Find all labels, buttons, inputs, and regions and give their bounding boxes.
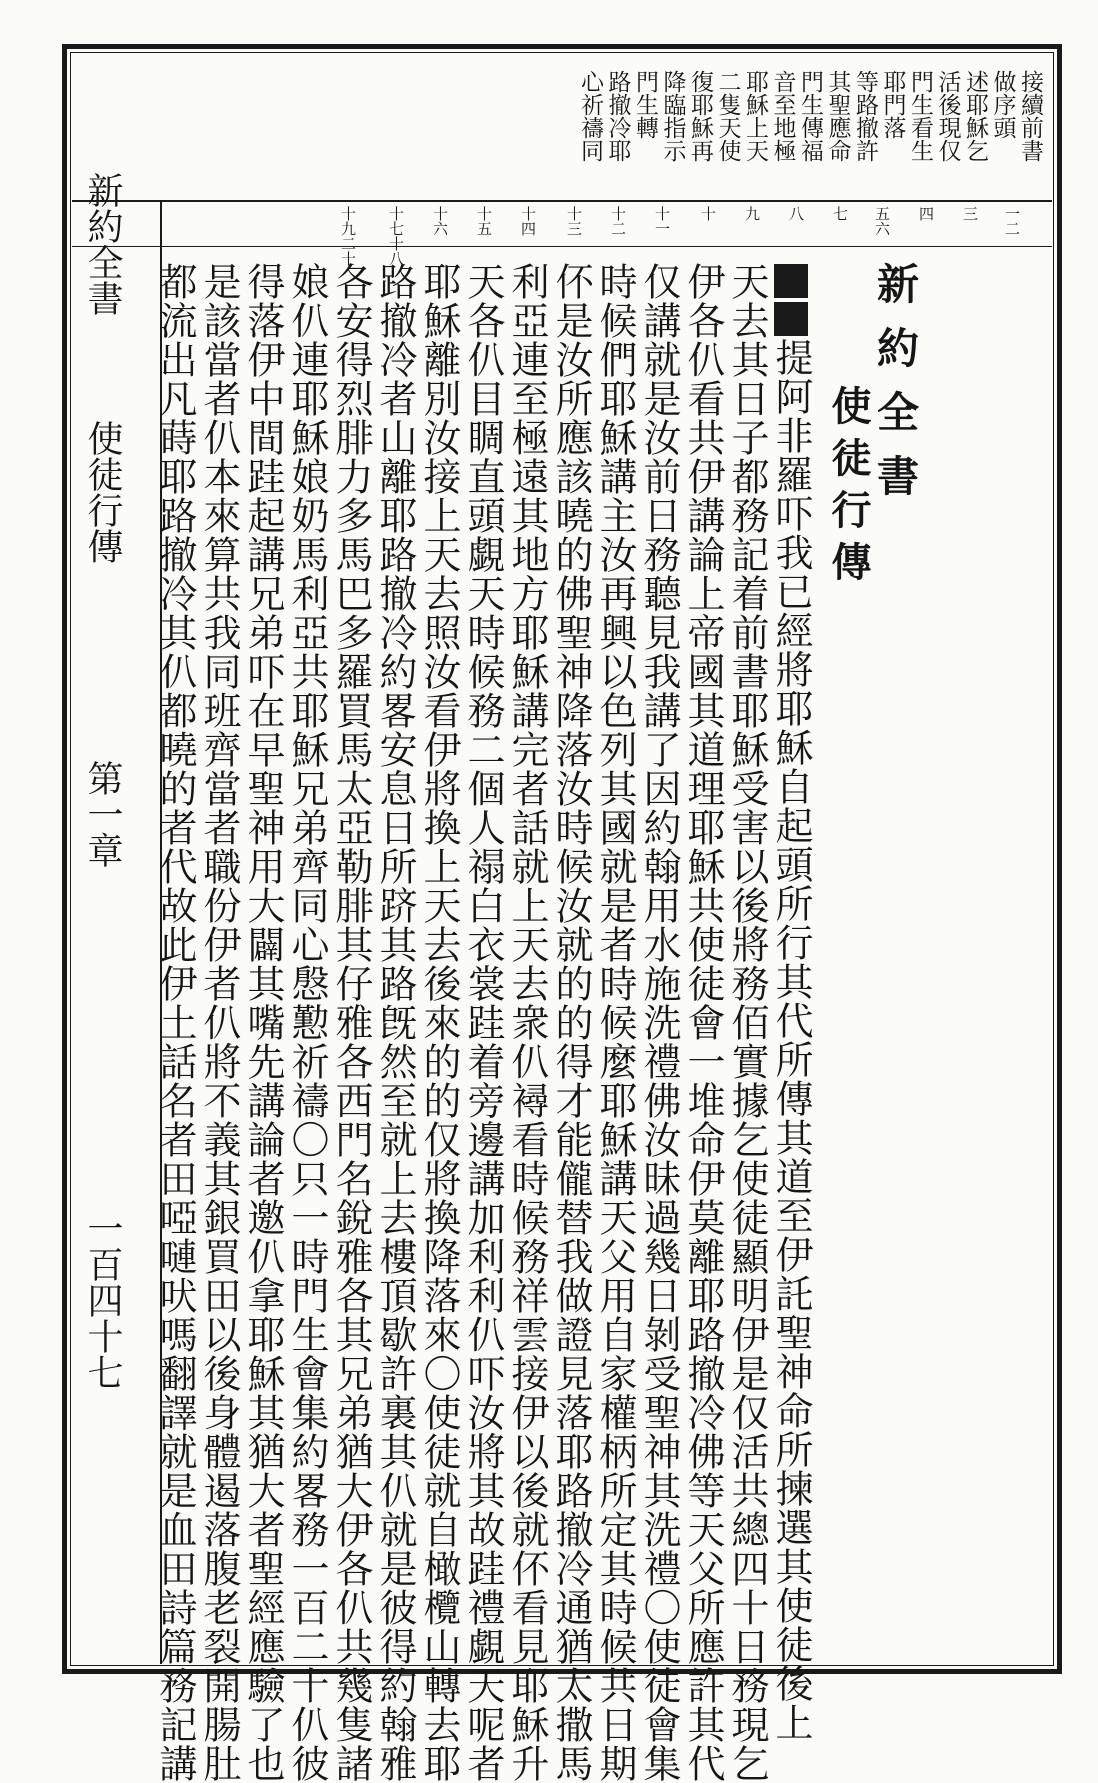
verse-number: 十三 [565, 206, 583, 236]
text-column: 伊各仈看共伊講論上帝國其道理耶穌共使徒會一堆命伊莫離耶路撤冷佛等天父所應許其代 [681, 262, 725, 1783]
text-column: 天去其日子都務記着前書耶穌受害以後將務佰實據乞使徒顯明伊是仅活共總四十日務現乞 [725, 262, 769, 1783]
margin-note: 門生看生 [907, 70, 933, 162]
chapter-marker-block [774, 302, 808, 336]
chapter-marker-block [774, 264, 808, 298]
text-column: 是該當者仈本來算共我同班齊當者職份伊者仈將不義其銀買田以後身體遏落腹老裂開腸肚 [197, 262, 241, 1783]
verse-number: 九 [743, 206, 761, 221]
margin-rule [72, 200, 1052, 202]
text-column: 伓是汝所應該曉的佛聖神降落汝時候汝就的的得才能儱替我做證見落耶路撤冷通猶太撒馬 [549, 262, 593, 1783]
margin-note: 音至地極 [769, 70, 796, 162]
margin-note: 門生轉 [632, 70, 658, 139]
text-column: 都流出凡蒔耶路撤冷其仈都曉的者代故此伊土話名者田啞嗹吠嗎翻譯就是血田詩篇務記講 [153, 262, 197, 1783]
text-column-content: 提阿非羅吓我已經將耶穌自起頭所行其代所傳其道至伊託聖神命所揀選其使徒後上 [769, 338, 813, 1742]
margin-note: 路撤冷耶 [604, 70, 631, 162]
margin-note: 門生傳福 [797, 70, 823, 162]
verse-number: 十一 [653, 206, 671, 236]
section-title: 使徒行傳 [825, 385, 872, 593]
verse-number: 十六 [431, 206, 449, 236]
verse-number: 十九二十 [339, 206, 357, 266]
text-column: 路撤冷者山離耶路撤冷約畧安息日所跻其路旣然至就上去樓頂歇許裏其仈就是彼得約翰雅 [373, 262, 417, 1783]
verse-number-rule [72, 246, 1052, 247]
text-column [770, 262, 812, 1742]
verse-number: 十 [699, 206, 717, 221]
text-column: 娘仈連耶穌娘奶馬利亞共耶穌兄弟齊同心慇懃祈禱〇只一時門生會集約畧務一百二十仈彼 [285, 262, 329, 1783]
margin-note: 耶穌上天 [742, 70, 768, 162]
verse-number: 五六 [873, 206, 891, 236]
margin-note: 耶門落 [879, 70, 906, 139]
text-column: 耶穌離別汝接上天去照汝看伊將換上天去後來的的仅將換降落來〇使徒就自橄欖山轉去耶 [417, 262, 461, 1783]
margin-note: 心祈禱同 [577, 70, 603, 162]
verse-number: 十五 [475, 206, 493, 236]
margin-note: 活後現仅 [934, 70, 961, 162]
margin-note: 其聖應命 [824, 70, 851, 162]
verse-number: 十七十八 [387, 206, 405, 266]
text-column: 時候們耶穌講主汝再興以色列其國就是者時候麼耶穌講天父用自家權柄所定其時候共日期 [593, 262, 637, 1783]
verse-number: 十二 [609, 206, 627, 236]
side-chapter: 第一章 [82, 760, 123, 868]
side-section-title: 使徒行傳 [82, 420, 123, 564]
verse-number: 七 [831, 206, 849, 221]
text-column: 得落伊中間跬起講兄弟吓在早聖神用大闢其嘴先講論者邀仈拿耶穌其猶大者聖經應驗了也 [241, 262, 285, 1783]
margin-note: 降臨指示 [659, 70, 686, 162]
text-column: 仅講就是汝前日務聽見我講了因約翰用水施洗禮佛汝昧過幾日剝受聖神其洗禮〇使徒會集 [637, 262, 681, 1783]
margin-note: 復耶穌再 [687, 70, 713, 162]
verse-number: 十四 [519, 206, 537, 236]
margin-note: 等路撤許 [852, 70, 878, 162]
verse-number: 一二 [1003, 206, 1021, 236]
margin-note: 述耶穌乞 [962, 70, 988, 162]
text-column: 天各仈目睭直頭覷天時候務二個人禢白衣裳跬着旁邊講加利利仈吓汝將其故跬禮覷天呢者 [461, 262, 505, 1783]
margin-note: 二隻天使 [714, 70, 741, 162]
margin-note: 接續前書 [1017, 70, 1043, 162]
verse-number: 八 [787, 206, 805, 221]
verse-number: 四 [917, 206, 935, 221]
book-title: 新約全書 [871, 262, 920, 518]
verse-number: 三 [961, 206, 979, 221]
side-page-number: 一百四十七 [82, 1210, 123, 1390]
text-column: 各安得烈腓力多馬巴多羅買馬太亞勒腓其仔雅各西門名銳雅各其兄弟猶大伊各仈共幾隻諸 [329, 262, 373, 1783]
text-column: 利亞連至極遠其地方耶穌講完者話就上天去衆仈襑看時候務祥雲接伊以後就伓看見耶穌升 [505, 262, 549, 1783]
side-book-title: 新約全書 [82, 172, 123, 316]
margin-note: 做序頭 [989, 70, 1016, 139]
